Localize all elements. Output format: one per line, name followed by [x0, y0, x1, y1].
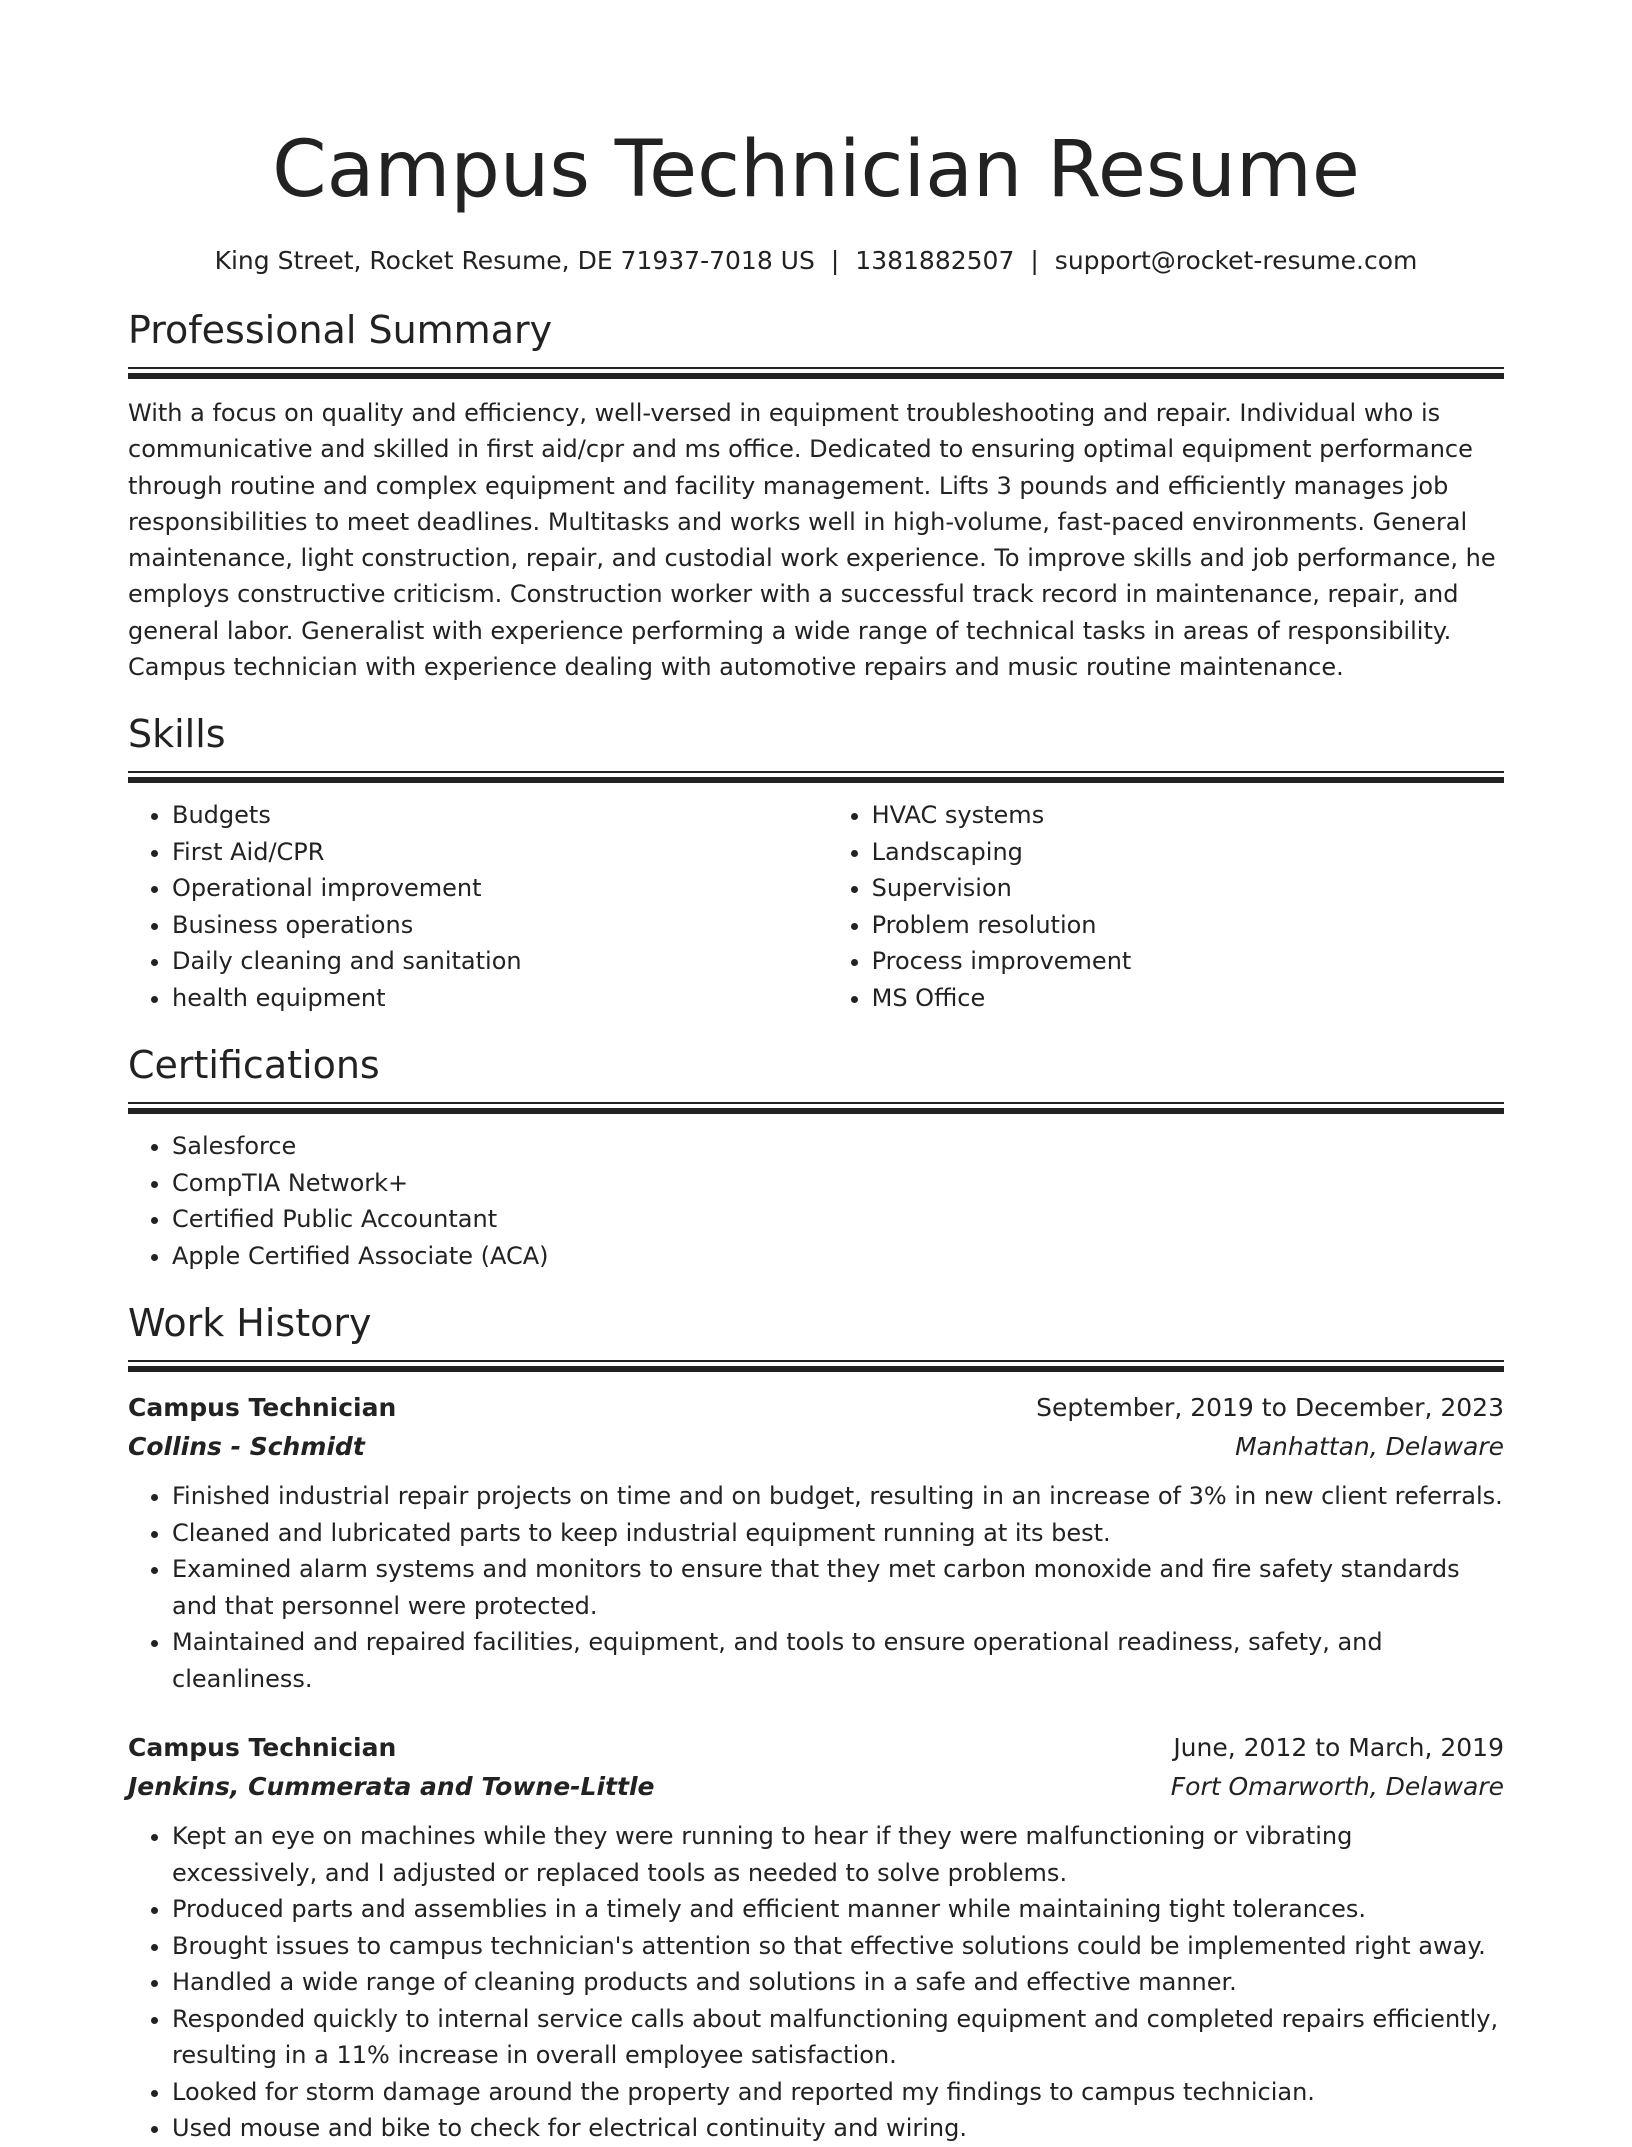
certification-item: • Salesforce: [172, 1128, 1504, 1165]
certifications-list: [128, 1128, 1504, 1274]
skill-item: • Daily cleaning and sanitation: [172, 943, 828, 980]
skill-item: • Landscaping: [872, 834, 1504, 871]
contact-line: [128, 244, 1504, 278]
job-subheader: [128, 1767, 1504, 1806]
summary-section: [128, 305, 1504, 685]
job-entry: [128, 1728, 1504, 2147]
work-history-section: [128, 1298, 1504, 2147]
skills-section: [128, 709, 1504, 1016]
certification-item: • Apple Certified Associate (ACA): [172, 1238, 1504, 1275]
skill-item: • MS Office: [872, 980, 1504, 1017]
summary-text: With a focus on quality and efficiency, well-versed in equipment troubleshooting and repair. Individual who is communicative and skilled in first aid/cpr and ms office. Dedicated to ensuring optimal equipment performance through routine and complex equipment and facility management. Lifts 3 pounds and efficiently manages job responsibilities to meet deadlines. Multitasks and works well in high-volume, fast-paced environments. General maintenance, light construction, repair, and custodial work experience. To improve skills and job performance, he employs constructive criticism. Construction worker with a successful track record in maintenance, repair, and general labor. Generalist with experience performing a wide range of technical tasks in areas of responsibility. Campus technician with experience dealing with automotive repairs and music routine maintenance.: [128, 399, 1496, 682]
skill-item: • HVAC systems: [872, 797, 1504, 834]
job-bullet: • Finished industrial repair projects on time and on budget, resulting in an increase of 3% in new client referrals.: [172, 1478, 1504, 1515]
section-divider: [128, 367, 1504, 377]
contact-phone: 1381882507: [855, 246, 1015, 275]
job-dates: June, 2012 to March, 2019: [1173, 1733, 1504, 1763]
resume-title: Campus Technician Resume: [272, 125, 1360, 215]
section-heading-summary: Professional Summary: [128, 308, 553, 352]
job-bullet: • Responded quickly to internal service calls about malfunctioning equipment and completed repairs efficiently, resulting in a 11% increase in overall employee satisfaction.: [172, 2001, 1504, 2074]
job-header: [128, 1388, 1504, 1427]
skill-item: • Problem resolution: [872, 907, 1504, 944]
section-heading-work-history: Work History: [128, 1301, 372, 1346]
contact-address: King Street, Rocket Resume, DE 71937-7018 US: [214, 246, 815, 275]
job-bullets: [128, 1818, 1504, 2147]
skill-item: • First Aid/CPR: [172, 834, 828, 871]
job-bullet: • Cleaned and lubricated parts to keep industrial equipment running at its best.: [172, 1515, 1504, 1552]
job-bullet: • Examined alarm systems and monitors to ensure that they met carbon monoxide and fire safety standards and that personnel were protected.: [172, 1551, 1504, 1624]
job-bullet: • Handled a wide range of cleaning products and solutions in a safe and effective manner.: [172, 1964, 1504, 2001]
job-bullet: • Produced parts and assemblies in a timely and efficient manner while maintaining tight tolerances.: [172, 1891, 1504, 1928]
section-heading-skills: Skills: [128, 712, 226, 757]
skills-columns: [128, 797, 1504, 1016]
job-title: Campus Technician: [128, 1733, 397, 1763]
job-location: Manhattan, Delaware: [1235, 1432, 1504, 1462]
contact-email: support@rocket-resume.com: [1054, 246, 1418, 275]
skills-list-right: [828, 797, 1504, 1016]
contact-separator: |: [1030, 246, 1039, 275]
job-company: Jenkins, Cummerata and Towne-Little: [128, 1772, 655, 1802]
certifications-section: [128, 1040, 1504, 1274]
skill-item: • Process improvement: [872, 943, 1504, 980]
skill-item: • Supervision: [872, 870, 1504, 907]
skill-item: • Operational improvement: [172, 870, 828, 907]
job-company: Collins - Schmidt: [128, 1432, 365, 1462]
job-subheader: [128, 1427, 1504, 1466]
job-location: Fort Omarworth, Delaware: [1170, 1772, 1504, 1802]
contact-separator: |: [830, 246, 840, 275]
section-divider: [128, 771, 1504, 781]
job-dates: September, 2019 to December, 2023: [1036, 1393, 1504, 1423]
job-bullet: • Brought issues to campus technician's attention so that effective solutions could be implemented right away.: [172, 1928, 1504, 1965]
skill-item: • Budgets: [172, 797, 828, 834]
skill-item: • health equipment: [172, 980, 828, 1017]
certification-item: • CompTIA Network+: [172, 1165, 1504, 1202]
section-divider: [128, 1102, 1504, 1112]
job-bullets: [128, 1478, 1504, 1697]
job-bullet: • Used mouse and bike to check for electrical continuity and wiring.: [172, 2110, 1504, 2147]
section-divider: [128, 1360, 1504, 1370]
certification-item: • Certified Public Accountant: [172, 1201, 1504, 1238]
skill-item: • Business operations: [172, 907, 828, 944]
job-bullet: • Kept an eye on machines while they were running to hear if they were malfunctioning or vibrating excessively, and I adjusted or replaced tools as needed to solve problems.: [172, 1818, 1504, 1891]
job-bullet: • Maintained and repaired facilities, equipment, and tools to ensure operational readiness, safety, and cleanliness.: [172, 1624, 1504, 1697]
skills-list-left: [128, 797, 828, 1016]
section-heading-certifications: Certifications: [128, 1043, 380, 1088]
resume-page: [128, 0, 1504, 2147]
job-header: [128, 1728, 1504, 1767]
job-bullet: • Looked for storm damage around the property and reported my findings to campus technician.: [172, 2074, 1504, 2111]
job-title: Campus Technician: [128, 1393, 397, 1423]
job-entry: [128, 1388, 1504, 1697]
